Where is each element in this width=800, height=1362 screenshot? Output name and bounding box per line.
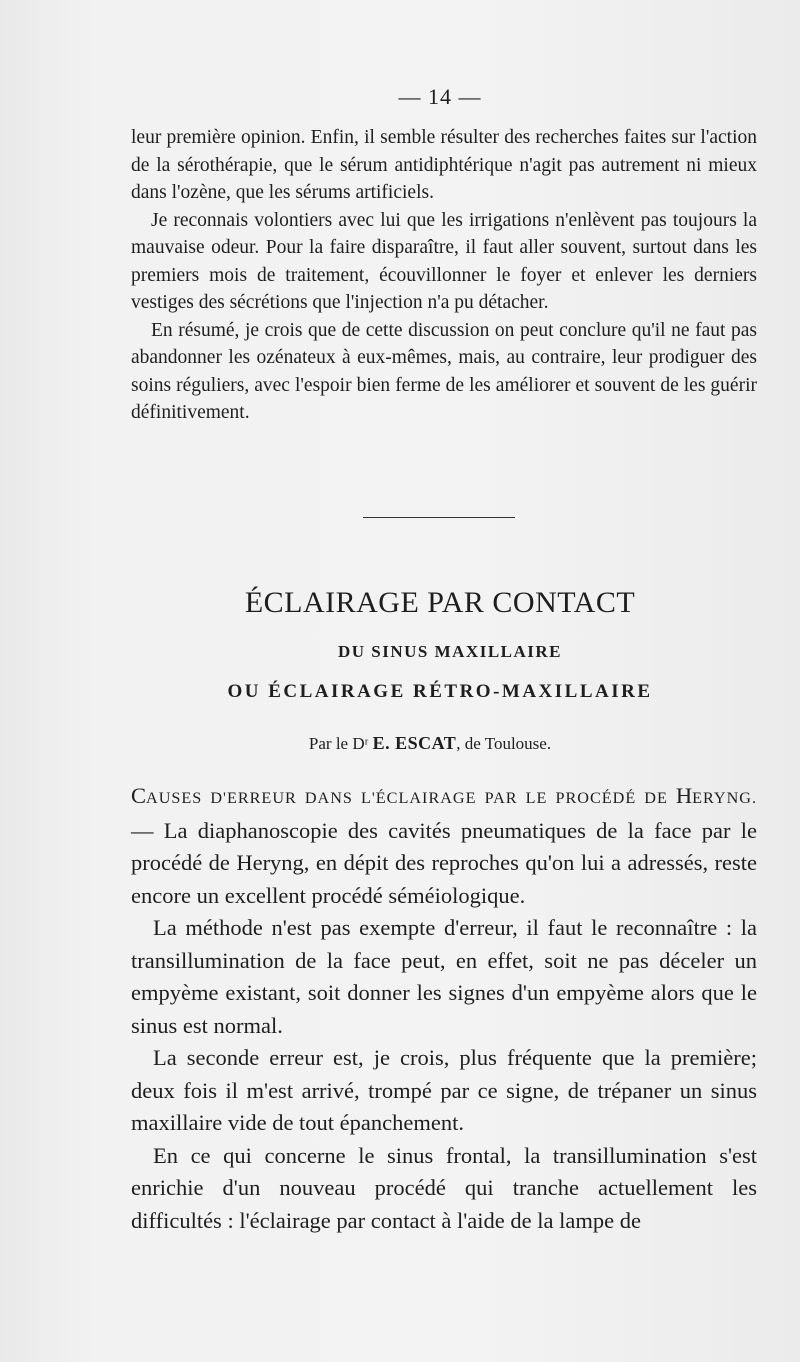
article-title: ÉCLAIRAGE PAR CONTACT [244, 586, 636, 619]
author-prefix: Par le Dʳ [308, 734, 369, 753]
heading-w8-initial: H [675, 783, 693, 808]
heading-w2: DANS [304, 789, 353, 807]
author-suffix: , de Toulouse. [456, 734, 552, 753]
heading-w0-initial: C [131, 783, 147, 808]
paragraph: La seconde erreur est, je crois, plus fréquente que la première; deux fois il m'est arrivé, trompé par ce signe, de trépaner un sinus maxillaire vide de tout épanchement. [131, 1045, 757, 1135]
paragraph: En résumé, je crois que de cette discussion on peut conclure qu'il ne faut pas abandonner les ozénateux à eux-mêmes, mais, au contraire, leur prodiguer des soins réguliers, avec l'espoir bien ferme de les améliorer et souvent de les guérir définitivement. [131, 319, 757, 423]
section-heading-paragraph [131, 780, 757, 912]
article-subtitle: DU SINUS MAXILLAIRE [337, 642, 563, 661]
heading-w0-rest: AUSES [146, 789, 203, 807]
author-name: E. ESCAT [372, 733, 457, 753]
heading-w5: LE [525, 789, 548, 807]
paragraph: leur première opinion. Enfin, il semble résulter des recherches faites sur l'action de la sérothérapie, que le sérum antidiphtérique n'agit pas autrement ni mieux dans l'ozène, que les sérums artificiels. [131, 127, 757, 203]
heading-w4: PAR [484, 789, 518, 807]
paragraph: Je reconnais volontiers avec lui que les irrigations n'enlèvent pas toujours la mauvaise odeur. Pour la faire disparaître, il faut aller souvent, surtout dans les premiers mois de traitement, écouvillonner le foyer et enlever les derniers vestiges des sécrétions que l'injection n'a pu détacher. [131, 209, 757, 313]
article-subtitle-alt: OU ÉCLAIRAGE RÉTRO-MAXILLAIRE [227, 681, 653, 702]
page-number: — 14 — [398, 84, 482, 109]
paragraph: En ce qui concerne le sinus frontal, la transillumination s'est enrichie d'un nouveau procédé qui tranche actuellement les difficultés : l'éclairage par contact à l'aide de la lampe de [131, 1142, 757, 1233]
heading-w6: PROCÉDÉ [555, 789, 637, 807]
text-block-top [131, 124, 757, 427]
heading-w3: L'ÉCLAIRAGE [360, 789, 477, 807]
heading-w8-rest: ERYNG. [692, 789, 758, 807]
heading-w1: D'ERREUR [210, 789, 297, 807]
article-author [0, 733, 800, 754]
paragraph: La méthode n'est pas exempte d'erreur, il faut le reconnaître : la transillumination de la face peut, en effet, soit ne pas déceler un empyème existant, soit donner les signes d'un empyème alors que le sinus est normal. [131, 915, 757, 1038]
section-heading-body: — La diaphanoscopie des cavités pneumatiques de la face par le procédé de Heryng, en dépit des reproches qu'on lui a adressés, reste encore un excellent procédé séméiologique. [131, 817, 757, 908]
heading-w7: DE [644, 789, 668, 807]
section-divider [363, 517, 515, 518]
text-block-bottom [131, 780, 757, 1237]
